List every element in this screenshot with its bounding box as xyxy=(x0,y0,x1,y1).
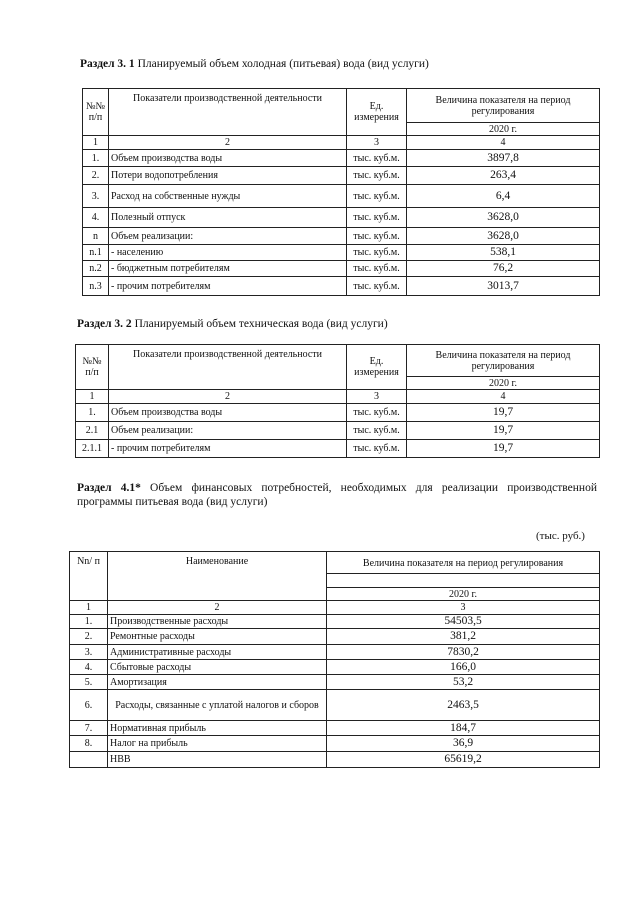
row-number: 2. xyxy=(83,167,109,185)
row-value: 76,2 xyxy=(407,261,600,277)
row-number: 4. xyxy=(83,208,109,228)
row-name: Амортизация xyxy=(108,675,327,690)
row-number: 2.1.1 xyxy=(76,440,109,458)
table-row xyxy=(83,245,600,261)
table-row xyxy=(83,277,600,296)
table-row xyxy=(70,645,600,660)
row-value: 184,7 xyxy=(327,721,600,736)
row-name: Полезный отпуск xyxy=(109,208,347,228)
row-value: 19,7 xyxy=(407,422,600,440)
row-name: Объем производства воды xyxy=(109,150,347,167)
row-value: 3013,7 xyxy=(407,277,600,296)
table-row xyxy=(70,736,600,752)
table-row xyxy=(70,615,600,629)
row-number: n.2 xyxy=(83,261,109,277)
row-name: Расход на собственные нужды xyxy=(109,185,347,208)
row-unit: тыс. куб.м. xyxy=(347,404,407,422)
row-value: 381,2 xyxy=(327,629,600,645)
index-cell: 1 xyxy=(76,390,109,404)
row-name: Потери водопотребления xyxy=(109,167,347,185)
row-value: 6,4 xyxy=(407,185,600,208)
index-cell: 2 xyxy=(109,390,347,404)
col-header-name: Показатели производственной деятельности xyxy=(109,345,347,390)
row-name: Административные расходы xyxy=(108,645,327,660)
row-unit: тыс. куб.м. xyxy=(347,228,407,245)
row-number: 3. xyxy=(70,645,108,660)
row-value: 166,0 xyxy=(327,660,600,675)
table-3-2 xyxy=(75,344,600,458)
index-cell: 1 xyxy=(83,136,109,150)
table-row xyxy=(83,228,600,245)
row-value: 538,1 xyxy=(407,245,600,261)
row-number: 1. xyxy=(76,404,109,422)
units-label: (тыс. руб.) xyxy=(536,530,585,542)
col-header-name: Наименование xyxy=(108,552,327,601)
table-row xyxy=(70,752,600,768)
section-3-1-title: Раздел 3. 1 Планируемый объем холодная (питьевая) вода (вид услуги) xyxy=(80,58,429,70)
table-row xyxy=(70,690,600,721)
row-name: Объем производства воды xyxy=(109,404,347,422)
row-name: - прочим потребителям xyxy=(109,277,347,296)
row-name: Объем реализации: xyxy=(109,422,347,440)
col-header-num: №№ п/п xyxy=(76,345,109,390)
row-number: 4. xyxy=(70,660,108,675)
table-row xyxy=(83,185,600,208)
row-number: 1. xyxy=(70,615,108,629)
row-unit: тыс. куб.м. xyxy=(347,208,407,228)
index-cell: 1 xyxy=(70,601,108,615)
row-number: 2. xyxy=(70,629,108,645)
row-value: 36,9 xyxy=(327,736,600,752)
index-cell: 3 xyxy=(347,136,407,150)
section-4-1-title: Раздел 4.1* Объем финансовых потребностей, необходимых для реализации производственной программы питьевая вода (вид услуги) xyxy=(77,482,597,508)
col-header-year: 2020 г. xyxy=(407,123,600,136)
col-header-year: 2020 г. xyxy=(407,377,600,390)
row-value: 19,7 xyxy=(407,440,600,458)
table-row xyxy=(83,150,600,167)
col-header-value: Величина показателя на период регулирования xyxy=(407,345,600,377)
col-header-num: №№ п/п xyxy=(83,89,109,136)
row-number: 8. xyxy=(70,736,108,752)
row-number xyxy=(70,752,108,768)
row-unit: тыс. куб.м. xyxy=(347,245,407,261)
row-name: - бюджетным потребителям xyxy=(109,261,347,277)
table-row xyxy=(70,629,600,645)
row-name: Налог на прибыль xyxy=(108,736,327,752)
row-name: - прочим потребителям xyxy=(109,440,347,458)
index-cell: 3 xyxy=(347,390,407,404)
row-unit: тыс. куб.м. xyxy=(347,167,407,185)
row-value: 53,2 xyxy=(327,675,600,690)
row-number: 1. xyxy=(83,150,109,167)
table-row xyxy=(76,440,600,458)
row-value: 19,7 xyxy=(407,404,600,422)
col-header-year: 2020 г. xyxy=(327,588,600,601)
col-header-unit: Ед. измерения xyxy=(347,89,407,136)
table-row xyxy=(70,660,600,675)
row-number: 3. xyxy=(83,185,109,208)
row-number: 5. xyxy=(70,675,108,690)
col-header-unit: Ед. измерения xyxy=(347,345,407,390)
table-row xyxy=(76,404,600,422)
index-cell: 2 xyxy=(108,601,327,615)
row-unit: тыс. куб.м. xyxy=(347,261,407,277)
index-cell: 4 xyxy=(407,136,600,150)
row-value: 3897,8 xyxy=(407,150,600,167)
row-value: 7830,2 xyxy=(327,645,600,660)
index-cell: 2 xyxy=(109,136,347,150)
spacer-cell xyxy=(327,574,600,588)
row-unit: тыс. куб.м. xyxy=(347,422,407,440)
table-row xyxy=(83,167,600,185)
row-name: Сбытовые расходы xyxy=(108,660,327,675)
row-unit: тыс. куб.м. xyxy=(347,150,407,167)
row-unit: тыс. куб.м. xyxy=(347,185,407,208)
table-row xyxy=(83,208,600,228)
row-number: n.3 xyxy=(83,277,109,296)
section-3-2-title: Раздел 3. 2 Планируемый объем техническая вода (вид услуги) xyxy=(77,318,388,330)
row-name: НВВ xyxy=(108,752,327,768)
row-name: Ремонтные расходы xyxy=(108,629,327,645)
col-header-value: Величина показателя на период регулирования xyxy=(407,89,600,123)
row-unit: тыс. куб.м. xyxy=(347,277,407,296)
row-number: n xyxy=(83,228,109,245)
row-name: Нормативная прибыль xyxy=(108,721,327,736)
col-header-name: Показатели производственной деятельности xyxy=(109,89,347,136)
row-value: 3628,0 xyxy=(407,208,600,228)
row-value: 3628,0 xyxy=(407,228,600,245)
row-number: 7. xyxy=(70,721,108,736)
row-value: 2463,5 xyxy=(327,690,600,721)
row-name: Расходы, связанные с уплатой налогов и сборов xyxy=(108,690,327,721)
table-3-1 xyxy=(82,88,600,296)
row-value: 54503,5 xyxy=(327,615,600,629)
col-header-num: Nn/ п xyxy=(70,552,108,601)
row-number: n.1 xyxy=(83,245,109,261)
table-4-1 xyxy=(69,551,600,768)
index-cell: 3 xyxy=(327,601,600,615)
row-number: 6. xyxy=(70,690,108,721)
row-unit: тыс. куб.м. xyxy=(347,440,407,458)
table-row xyxy=(70,675,600,690)
table-row xyxy=(83,261,600,277)
table-row xyxy=(70,721,600,736)
index-cell: 4 xyxy=(407,390,600,404)
row-number: 2.1 xyxy=(76,422,109,440)
row-name: Объем реализации: xyxy=(109,228,347,245)
table-row xyxy=(76,422,600,440)
col-header-value: Величина показателя на период регулирования xyxy=(327,552,600,574)
row-value: 263,4 xyxy=(407,167,600,185)
row-value: 65619,2 xyxy=(327,752,600,768)
row-name: Производственные расходы xyxy=(108,615,327,629)
row-name: - населению xyxy=(109,245,347,261)
